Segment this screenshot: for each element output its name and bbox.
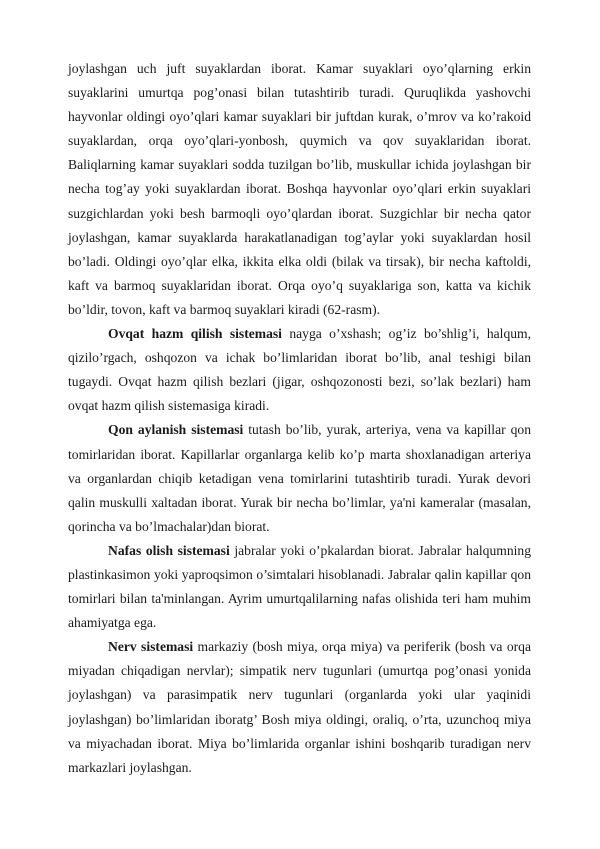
document-page — [68, 57, 531, 780]
paragraph-text: jabralar yoki o’pkalardan biorat. Jabralar halqumning plastinkasimon yoki yaproqsimon o’simtalari hisoblanadi. Jabralar qalin kapillar qon tomirlari bilan ta'minlangan. Ayrim umurtqalilarning nafas olishida teri ham muhim ahamiyatga ega. — [68, 542, 531, 631]
paragraph-text: tutash bo’lib, yurak, arteriya, vena va kapillar qon tomirlaridan iborat. Kapillarlar organlarga kelib ko’p marta shoxlanadigan arteriya va organlardan chiqib ketadigan vena tomirlarini tutashtirib turadi. Yurak devori qalin muskulli xaltadan iborat. Yurak bir necha bo’limlar, ya'ni kameralar (masalan, qorincha va bo’lmachalar)dan biorat. — [68, 422, 531, 534]
term-nervous-system: Nerv sistemasi — [108, 639, 194, 655]
term-circulatory-system: Qon aylanish sistemasi — [108, 422, 244, 438]
paragraph-respiratory-system — [68, 539, 531, 635]
paragraph-skeleton-continuation — [68, 57, 531, 322]
paragraph-circulatory-system — [68, 418, 531, 538]
paragraph-digestive-system — [68, 322, 531, 418]
paragraph-text: markaziy (bosh miya, orqa miya) va periferik (bosh va orqa miyadan chiqadigan nervlar); simpatik nerv tugunlari (umurtqa pog’onasi yonida joylashgan) va parasimpatik nerv tugunlari (organlarda yoki ular yaqinidi joylashgan) bo’limlaridan iboratg’ Bosh miya oldingi, oraliq, o’rta, uzunchoq miya va miyachadan iborat. Miya bo’limlarida organlar ishini boshqarib turadigan nerv markazlari joylashgan. — [68, 639, 531, 775]
paragraph-nervous-system — [68, 635, 531, 780]
term-respiratory-system: Nafas olish sistemasi — [108, 542, 230, 558]
paragraph-text: nayga o’xshash; og’iz bo’shlig’i, halqum, qizilo’rgach, oshqozon va ichak bo’limlaridan iborat bo’lib, anal teshigi bilan tugaydi. Ovqat hazm qilish bezlari (jigar, oshqozonosti bezi, so’lak bezlari) ham ovqat hazm qilish sistemasiga kiradi. — [68, 326, 532, 414]
term-digestive-system: Ovqat hazm qilish sistemasi — [108, 326, 282, 342]
paragraph-text: joylashgan uch juft suyaklardan iborat. Kamar suyaklari oyo’qlarning erkin suyaklarini umurtqa pog’onasi bilan tutashtirib turadi. Quruqlikda yashovchi hayvonlar oldingi oyo’qlari kamar suyaklari bir juftdan kurak, o’mrov va ko’rakoid suyaklardan, orqa oyo’qlari-yonbosh, quymich va qov suyaklaridan iborat. Baliqlarning kamar suyaklari sodda tuzilgan bo’lib, muskullar ichida joylashgan bir necha tog’ay yoki suyaklardan iborat. Boshqa hayvonlar oyo’qlari erkin suyaklari suzgichlardan yoki besh barmoqli oyo’qlardan iborat. Suzgichlar bir necha qator joylashgan, kamar suyaklarda harakatlanadigan tog’aylar yoki suyaklardan hosil bo’ladi. Oldingi oyo’qlar elka, ikkita elka oldi (bilak va tirsak), bir necha kaftoldi, kaft va barmoq suyaklaridan iborat. Orqa oyo’q suyaklariga son, katta va kichik bo’ldir, tovon, kaft va barmoq suyaklari kiradi (62-rasm). — [68, 61, 531, 317]
